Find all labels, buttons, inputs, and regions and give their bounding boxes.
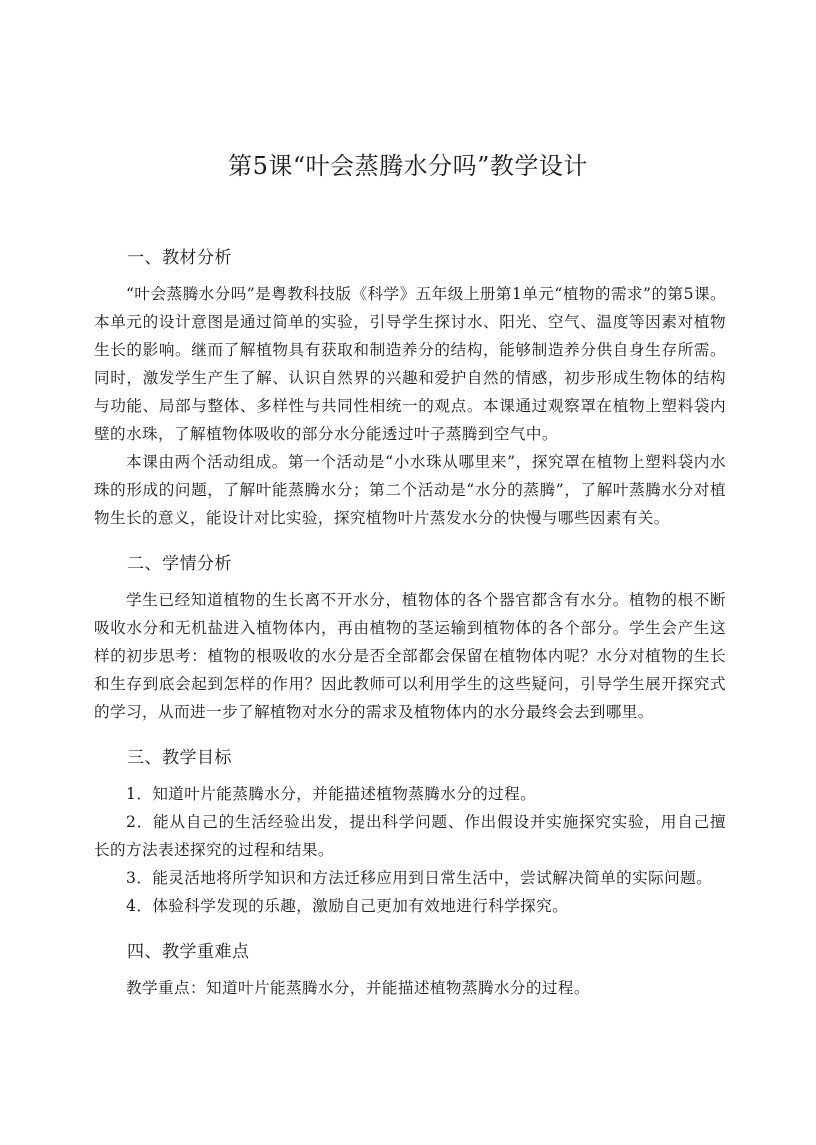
paragraph: 教学重点：知道叶片能蒸腾水分，并能描述植物蒸腾水分的过程。 [126,979,590,997]
section-heading: 一、教材分析 [127,248,232,268]
section-heading: 三、教学目标 [127,748,232,768]
section-key-points [94,938,726,1002]
paragraph: 本课由两个活动组成。第一个活动是“小水珠从哪里来”，探究罩在植物上塑料袋内水珠的形成的问题，了解叶能蒸腾水分；第二个活动是“水分的蒸腾”，了解叶蒸腾水分对植物生长的意义，能设计对比实验，探究植物叶片蒸发水分的快慢与哪些因素有关。 [94,453,726,527]
paragraph: 学生已经知道植物的生长离不开水分，植物体的各个器官都含有水分。植物的根不断吸收水分和无机盐进入植物体内，再由植物的茎运输到植物体的各个部分。学生会产生这样的初步思考：植物的根吸收的水分是否全部都会保留在植物体内呢？水分对植物的生长和生存到底会起到怎样的作用？因此教师可以利用学生的这些疑问，引导学生展开探究式的学习，从而进一步了解植物对水分的需求及植物体内的水分最终会去到哪里。 [94,591,726,721]
goal-item: 4．体验科学发现的乐趣，激励自己更加有效地进行科学探究。 [126,897,569,915]
section-teaching-goals [94,744,726,920]
section-student-analysis [94,550,726,726]
section-heading: 四、教学重难点 [127,942,250,962]
section-heading: 二、学情分析 [127,554,232,574]
goal-item: 2．能从自己的生活经验出发，提出科学问题、作出假设并实施探究实验，用自己擅长的方法表述探究的过程和结果。 [94,813,726,859]
document-title: 第5课“叶会蒸腾水分吗”教学设计 [228,152,588,180]
goal-item: 3．能灵活地将所学知识和方法迁移应用到日常生活中，尝试解决简单的实际问题。 [126,869,713,887]
paragraph: “叶会蒸腾水分吗”是粤教科技版《科学》五年级上册第1单元“植物的需求”的第5课。本单元的设计意图是通过简单的实验，引导学生探讨水、阳光、空气、温度等因素对植物生长的影响。继而了解植物具有获取和制造养分的结构，能够制造养分供自身生存所需。同时，激发学生产生了解、认识自然界的兴趣和爱护自然的情感，初步形成生物体的结构与功能、局部与整体、多样性与共同性相统一的观点。本课通过观察罩在植物上塑料袋内壁的水珠，了解植物体吸收的部分水分能透过叶子蒸腾到空气中。 [94,285,726,443]
goal-item: 1．知道叶片能蒸腾水分，并能描述植物蒸腾水分的过程。 [126,785,537,803]
section-textbook-analysis [94,244,726,532]
document-body [94,244,726,1002]
